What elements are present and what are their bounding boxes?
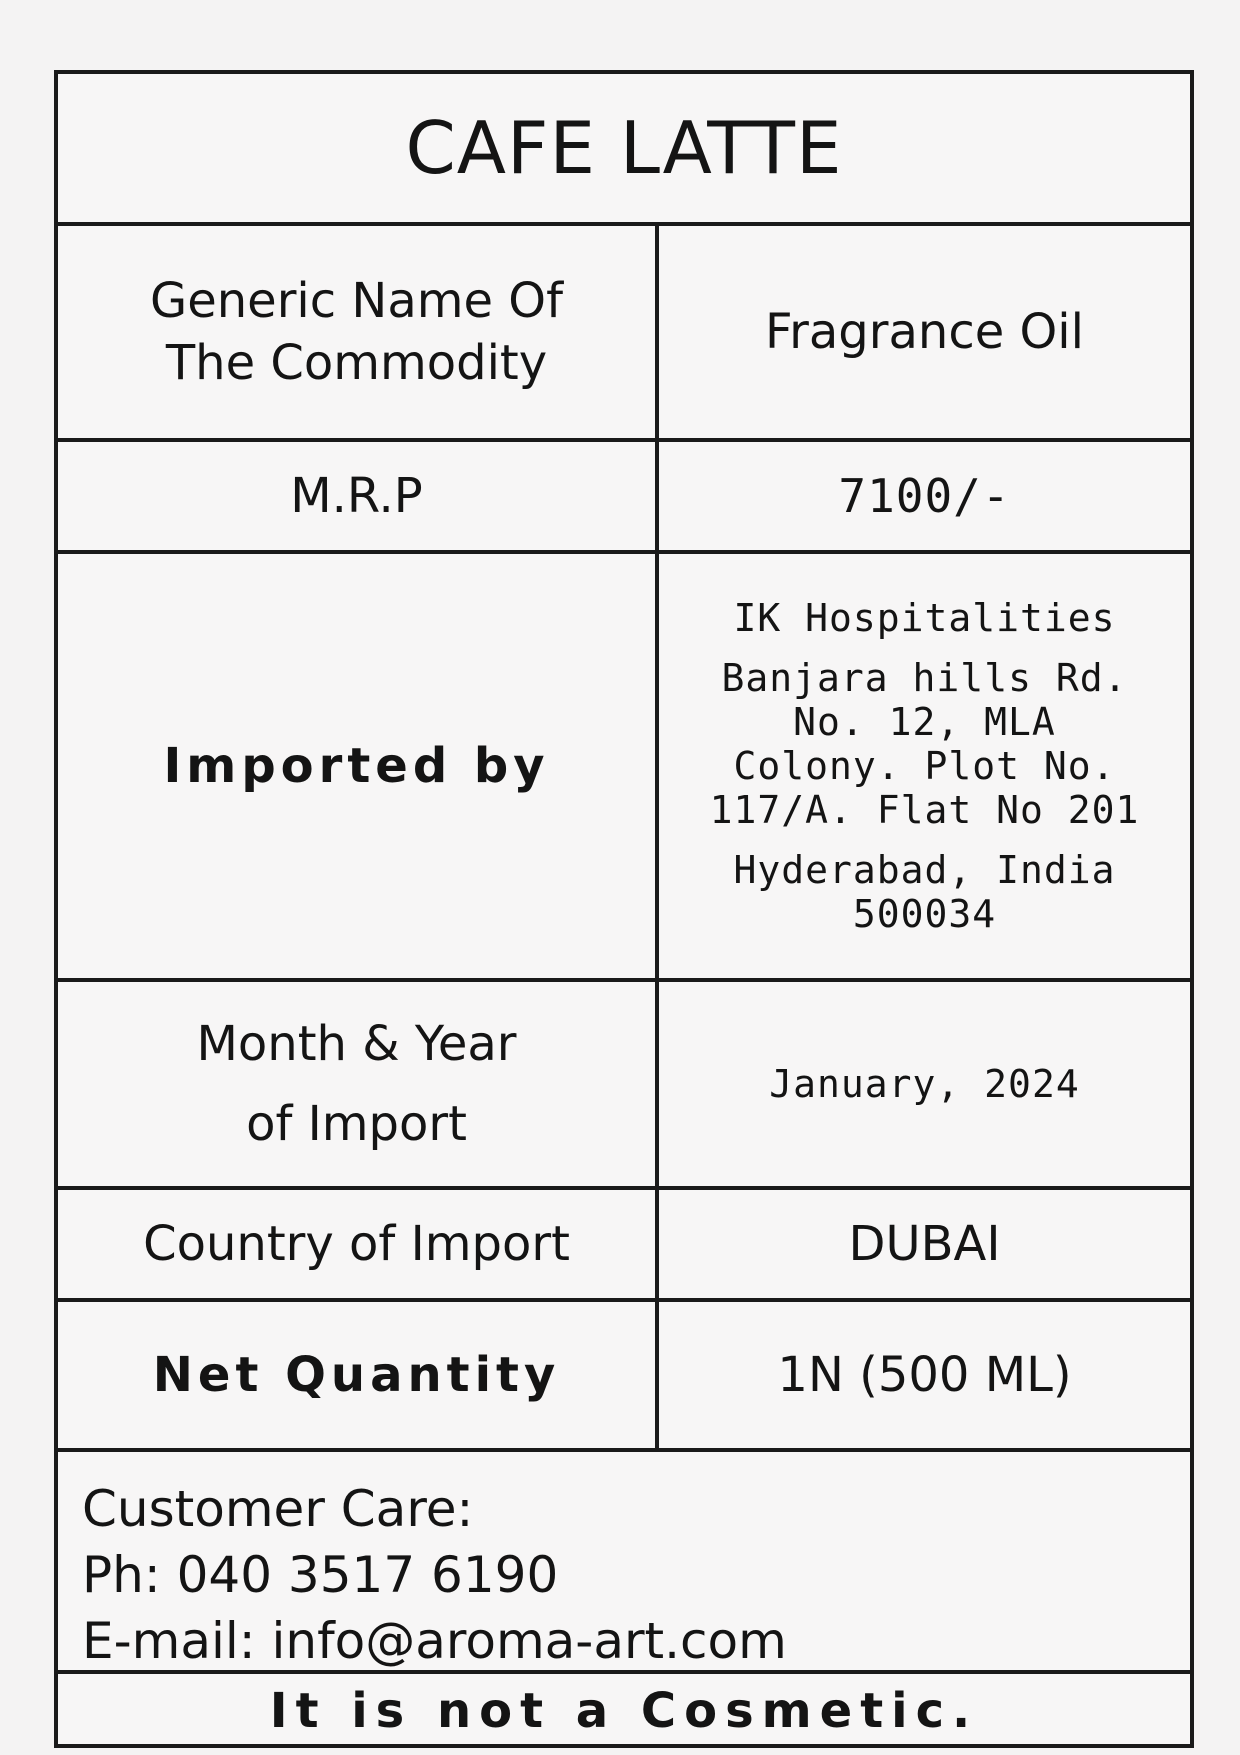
net-quantity-row <box>58 1302 1190 1452</box>
import-date-row <box>58 982 1190 1190</box>
import-date-value: January, 2024 <box>769 1062 1080 1106</box>
importer-name: IK Hospitalities <box>733 596 1116 640</box>
imported-by-label: Imported by <box>58 554 659 978</box>
generic-name-value: Fragrance Oil <box>765 304 1084 360</box>
import-date-label-line-1: Month & Year <box>196 1016 517 1072</box>
address-line-3: Colony. Plot No. <box>733 744 1116 788</box>
generic-name-label-line-1: Generic Name Of <box>150 273 563 329</box>
importer-details <box>659 554 1190 978</box>
mrp-row <box>58 442 1190 554</box>
country-label: Country of Import <box>58 1190 659 1298</box>
importer-city <box>733 848 1115 936</box>
product-label <box>54 70 1194 1748</box>
city-line-2: 500034 <box>852 892 997 936</box>
import-date-label-line-2: of Import <box>246 1096 467 1152</box>
net-quantity-value: 1N (500 ML) <box>777 1347 1072 1403</box>
city-line-1: Hyderabad, India <box>733 848 1116 892</box>
disclaimer-text: It is not a Cosmetic. <box>269 1683 979 1739</box>
generic-name-row <box>58 226 1190 442</box>
customer-care-row <box>58 1452 1190 1674</box>
country-row <box>58 1190 1190 1302</box>
imported-by-row <box>58 554 1190 982</box>
importer-address <box>710 656 1140 832</box>
footer-row <box>58 1674 1190 1748</box>
customer-care-heading: Customer Care: <box>82 1480 474 1538</box>
country-value: DUBAI <box>848 1216 1001 1272</box>
generic-name-label <box>58 226 659 438</box>
address-line-4: 117/A. Flat No 201 <box>709 788 1140 832</box>
net-quantity-label: Net Quantity <box>58 1302 659 1448</box>
customer-care-phone: Ph: 040 3517 6190 <box>82 1546 559 1604</box>
generic-name-label-line-2: The Commodity <box>165 335 548 391</box>
customer-care-block <box>82 1476 787 1674</box>
customer-care-email: E-mail: info@aroma-art.com <box>82 1612 787 1670</box>
address-line-1: Banjara hills Rd. <box>721 656 1128 700</box>
mrp-label: M.R.P <box>58 442 659 550</box>
import-date-label <box>58 982 659 1186</box>
address-line-2: No. 12, MLA <box>793 700 1056 744</box>
product-title: CAFE LATTE <box>405 106 843 190</box>
mrp-value: 7100/- <box>838 469 1011 523</box>
title-row <box>58 74 1190 226</box>
